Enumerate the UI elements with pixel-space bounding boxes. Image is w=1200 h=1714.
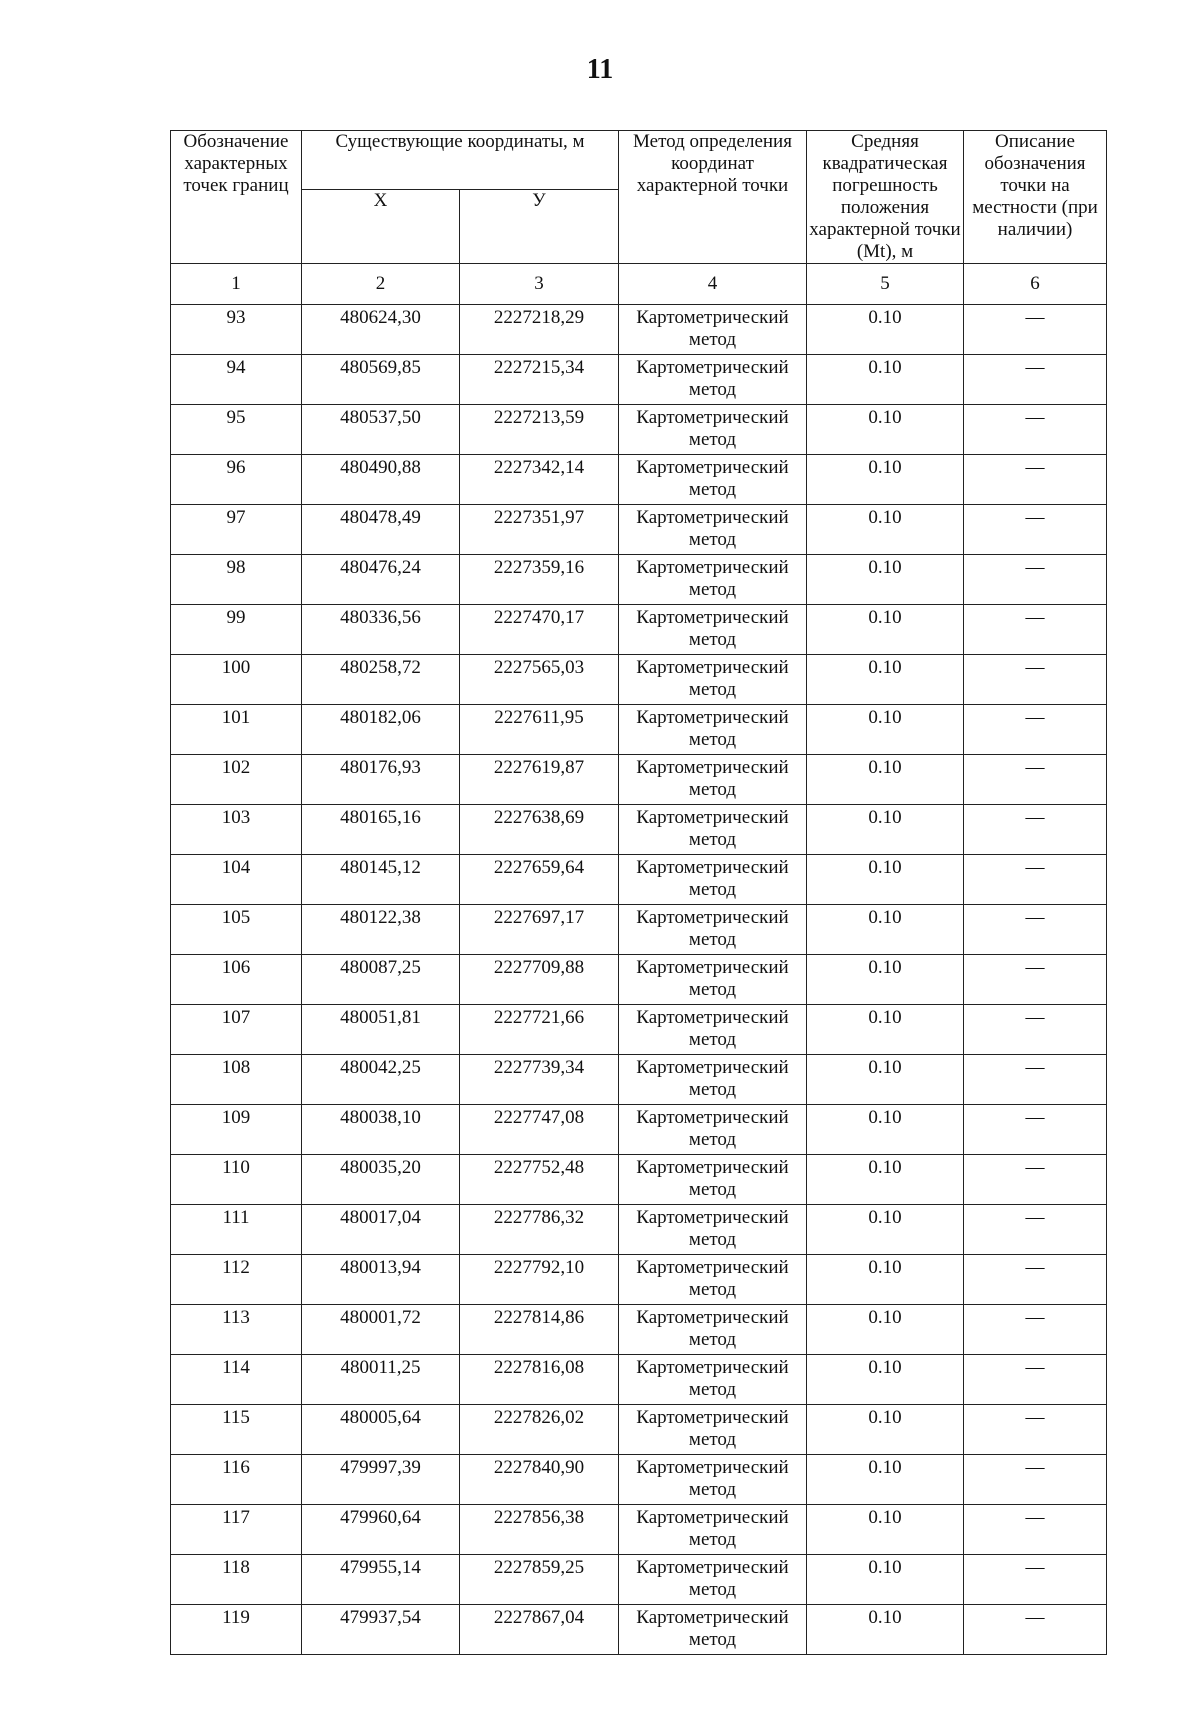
point-id-cell: 104 <box>171 855 302 905</box>
x-coordinate-cell: 480336,56 <box>302 605 460 655</box>
x-coordinate-cell: 480176,93 <box>302 755 460 805</box>
description-cell: — <box>964 705 1107 755</box>
boundary-points-table <box>170 130 1107 1655</box>
method-cell: Картометрический метод <box>619 1455 807 1505</box>
table-row <box>171 1055 1107 1105</box>
y-coordinate-cell: 2227611,95 <box>460 705 619 755</box>
description-cell: — <box>964 755 1107 805</box>
description-cell: — <box>964 1405 1107 1455</box>
error-cell: 0.10 <box>807 405 964 455</box>
error-cell: 0.10 <box>807 1055 964 1105</box>
x-coordinate-cell: 480087,25 <box>302 955 460 1005</box>
point-id-cell: 95 <box>171 405 302 455</box>
y-coordinate-cell: 2227470,17 <box>460 605 619 655</box>
table-row <box>171 705 1107 755</box>
table-row <box>171 1305 1107 1355</box>
table-row <box>171 955 1107 1005</box>
y-coordinate-cell: 2227856,38 <box>460 1505 619 1555</box>
x-coordinate-cell: 480569,85 <box>302 355 460 405</box>
error-cell: 0.10 <box>807 1255 964 1305</box>
x-coordinate-cell: 480624,30 <box>302 305 460 355</box>
method-cell: Картометрический метод <box>619 1105 807 1155</box>
y-coordinate-cell: 2227709,88 <box>460 955 619 1005</box>
point-id-cell: 106 <box>171 955 302 1005</box>
error-cell: 0.10 <box>807 1105 964 1155</box>
point-id-cell: 114 <box>171 1355 302 1405</box>
description-cell: — <box>964 1055 1107 1105</box>
x-coordinate-cell: 480035,20 <box>302 1155 460 1205</box>
method-cell: Картометрический метод <box>619 1505 807 1555</box>
x-coordinate-cell: 479997,39 <box>302 1455 460 1505</box>
table-row <box>171 555 1107 605</box>
y-coordinate-cell: 2227792,10 <box>460 1255 619 1305</box>
point-id-cell: 105 <box>171 905 302 955</box>
description-cell: — <box>964 1205 1107 1255</box>
y-coordinate-cell: 2227638,69 <box>460 805 619 855</box>
header-mean-square-error: Средняя квадратическая погрешность положения характерной точки (Mt), м <box>807 131 964 264</box>
point-id-cell: 119 <box>171 1605 302 1655</box>
description-cell: — <box>964 355 1107 405</box>
table-row <box>171 805 1107 855</box>
error-cell: 0.10 <box>807 755 964 805</box>
header-method: Метод определения координат характерной точки <box>619 131 807 264</box>
table-row <box>171 455 1107 505</box>
description-cell: — <box>964 855 1107 905</box>
point-id-cell: 108 <box>171 1055 302 1105</box>
point-id-cell: 97 <box>171 505 302 555</box>
x-coordinate-cell: 480165,16 <box>302 805 460 855</box>
y-coordinate-cell: 2227342,14 <box>460 455 619 505</box>
description-cell: — <box>964 1355 1107 1405</box>
method-cell: Картометрический метод <box>619 605 807 655</box>
x-coordinate-cell: 480478,49 <box>302 505 460 555</box>
header-existing-coordinates: Существующие координаты, м <box>302 131 619 190</box>
description-cell: — <box>964 805 1107 855</box>
error-cell: 0.10 <box>807 655 964 705</box>
point-id-cell: 117 <box>171 1505 302 1555</box>
x-coordinate-cell: 480490,88 <box>302 455 460 505</box>
y-coordinate-cell: 2227739,34 <box>460 1055 619 1105</box>
y-coordinate-cell: 2227786,32 <box>460 1205 619 1255</box>
error-cell: 0.10 <box>807 705 964 755</box>
table-row <box>171 1405 1107 1455</box>
y-coordinate-cell: 2227752,48 <box>460 1155 619 1205</box>
x-coordinate-cell: 480017,04 <box>302 1205 460 1255</box>
description-cell: — <box>964 305 1107 355</box>
description-cell: — <box>964 505 1107 555</box>
error-cell: 0.10 <box>807 905 964 955</box>
y-coordinate-cell: 2227215,34 <box>460 355 619 405</box>
point-id-cell: 116 <box>171 1455 302 1505</box>
y-coordinate-cell: 2227359,16 <box>460 555 619 605</box>
y-coordinate-cell: 2227697,17 <box>460 905 619 955</box>
header-y: У <box>460 190 619 264</box>
description-cell: — <box>964 405 1107 455</box>
table-row <box>171 305 1107 355</box>
error-cell: 0.10 <box>807 1205 964 1255</box>
column-number: 1 <box>171 264 302 305</box>
error-cell: 0.10 <box>807 1605 964 1655</box>
description-cell: — <box>964 1605 1107 1655</box>
point-id-cell: 94 <box>171 355 302 405</box>
method-cell: Картометрический метод <box>619 805 807 855</box>
method-cell: Картометрический метод <box>619 1155 807 1205</box>
description-cell: — <box>964 1505 1107 1555</box>
table-row <box>171 605 1107 655</box>
table-row <box>171 755 1107 805</box>
point-id-cell: 110 <box>171 1155 302 1205</box>
method-cell: Картометрический метод <box>619 955 807 1005</box>
error-cell: 0.10 <box>807 305 964 355</box>
table-row <box>171 1155 1107 1205</box>
table-body <box>171 305 1107 1655</box>
y-coordinate-cell: 2227351,97 <box>460 505 619 555</box>
method-cell: Картометрический метод <box>619 855 807 905</box>
description-cell: — <box>964 1305 1107 1355</box>
table-row <box>171 655 1107 705</box>
method-cell: Картометрический метод <box>619 1205 807 1255</box>
error-cell: 0.10 <box>807 1305 964 1355</box>
error-cell: 0.10 <box>807 1355 964 1405</box>
error-cell: 0.10 <box>807 1005 964 1055</box>
x-coordinate-cell: 480258,72 <box>302 655 460 705</box>
point-id-cell: 118 <box>171 1555 302 1605</box>
method-cell: Картометрический метод <box>619 1605 807 1655</box>
page-number: 11 <box>586 54 614 85</box>
error-cell: 0.10 <box>807 455 964 505</box>
table-row <box>171 1455 1107 1505</box>
description-cell: — <box>964 655 1107 705</box>
method-cell: Картометрический метод <box>619 705 807 755</box>
error-cell: 0.10 <box>807 1155 964 1205</box>
y-coordinate-cell: 2227721,66 <box>460 1005 619 1055</box>
table-row <box>171 855 1107 905</box>
method-cell: Картометрический метод <box>619 1355 807 1405</box>
error-cell: 0.10 <box>807 555 964 605</box>
error-cell: 0.10 <box>807 855 964 905</box>
method-cell: Картометрический метод <box>619 405 807 455</box>
method-cell: Картометрический метод <box>619 355 807 405</box>
y-coordinate-cell: 2227747,08 <box>460 1105 619 1155</box>
y-coordinate-cell: 2227619,87 <box>460 755 619 805</box>
header-x: Х <box>302 190 460 264</box>
table-row <box>171 1555 1107 1605</box>
description-cell: — <box>964 1005 1107 1055</box>
error-cell: 0.10 <box>807 955 964 1005</box>
y-coordinate-cell: 2227565,03 <box>460 655 619 705</box>
point-id-cell: 103 <box>171 805 302 855</box>
x-coordinate-cell: 479937,54 <box>302 1605 460 1655</box>
column-number-row <box>171 264 1107 305</box>
method-cell: Картометрический метод <box>619 455 807 505</box>
table-row <box>171 1105 1107 1155</box>
point-id-cell: 96 <box>171 455 302 505</box>
column-number: 2 <box>302 264 460 305</box>
description-cell: — <box>964 905 1107 955</box>
x-coordinate-cell: 480001,72 <box>302 1305 460 1355</box>
point-id-cell: 111 <box>171 1205 302 1255</box>
column-number: 3 <box>460 264 619 305</box>
method-cell: Картометрический метод <box>619 305 807 355</box>
table-row <box>171 405 1107 455</box>
description-cell: — <box>964 1255 1107 1305</box>
point-id-cell: 93 <box>171 305 302 355</box>
error-cell: 0.10 <box>807 1405 964 1455</box>
description-cell: — <box>964 1155 1107 1205</box>
table-header <box>171 131 1107 305</box>
error-cell: 0.10 <box>807 605 964 655</box>
x-coordinate-cell: 480051,81 <box>302 1005 460 1055</box>
description-cell: — <box>964 455 1107 505</box>
x-coordinate-cell: 480537,50 <box>302 405 460 455</box>
table-row <box>171 905 1107 955</box>
description-cell: — <box>964 1105 1107 1155</box>
error-cell: 0.10 <box>807 1555 964 1605</box>
table-row <box>171 1005 1107 1055</box>
table-row <box>171 355 1107 405</box>
point-id-cell: 107 <box>171 1005 302 1055</box>
description-cell: — <box>964 955 1107 1005</box>
method-cell: Картометрический метод <box>619 755 807 805</box>
error-cell: 0.10 <box>807 505 964 555</box>
error-cell: 0.10 <box>807 805 964 855</box>
x-coordinate-cell: 480011,25 <box>302 1355 460 1405</box>
y-coordinate-cell: 2227867,04 <box>460 1605 619 1655</box>
x-coordinate-cell: 480182,06 <box>302 705 460 755</box>
x-coordinate-cell: 479960,64 <box>302 1505 460 1555</box>
y-coordinate-cell: 2227218,29 <box>460 305 619 355</box>
x-coordinate-cell: 480145,12 <box>302 855 460 905</box>
column-number: 5 <box>807 264 964 305</box>
description-cell: — <box>964 555 1107 605</box>
y-coordinate-cell: 2227659,64 <box>460 855 619 905</box>
description-cell: — <box>964 1455 1107 1505</box>
error-cell: 0.10 <box>807 1505 964 1555</box>
table-row <box>171 1355 1107 1405</box>
error-cell: 0.10 <box>807 1455 964 1505</box>
method-cell: Картометрический метод <box>619 1305 807 1355</box>
header-point-designation: Обозначение характерных точек границ <box>171 131 302 264</box>
point-id-cell: 98 <box>171 555 302 605</box>
y-coordinate-cell: 2227816,08 <box>460 1355 619 1405</box>
method-cell: Картометрический метод <box>619 1255 807 1305</box>
x-coordinate-cell: 480476,24 <box>302 555 460 605</box>
y-coordinate-cell: 2227859,25 <box>460 1555 619 1605</box>
method-cell: Картометрический метод <box>619 555 807 605</box>
column-number: 6 <box>964 264 1107 305</box>
error-cell: 0.10 <box>807 355 964 405</box>
description-cell: — <box>964 605 1107 655</box>
table-row <box>171 505 1107 555</box>
method-cell: Картометрический метод <box>619 1555 807 1605</box>
table-row <box>171 1505 1107 1555</box>
method-cell: Картометрический метод <box>619 905 807 955</box>
point-id-cell: 115 <box>171 1405 302 1455</box>
x-coordinate-cell: 480005,64 <box>302 1405 460 1455</box>
point-id-cell: 99 <box>171 605 302 655</box>
x-coordinate-cell: 479955,14 <box>302 1555 460 1605</box>
point-id-cell: 113 <box>171 1305 302 1355</box>
y-coordinate-cell: 2227840,90 <box>460 1455 619 1505</box>
y-coordinate-cell: 2227826,02 <box>460 1405 619 1455</box>
point-id-cell: 109 <box>171 1105 302 1155</box>
method-cell: Картометрический метод <box>619 505 807 555</box>
method-cell: Картометрический метод <box>619 1005 807 1055</box>
x-coordinate-cell: 480038,10 <box>302 1105 460 1155</box>
table-row <box>171 1205 1107 1255</box>
method-cell: Картометрический метод <box>619 1405 807 1455</box>
point-id-cell: 102 <box>171 755 302 805</box>
description-cell: — <box>964 1555 1107 1605</box>
point-id-cell: 112 <box>171 1255 302 1305</box>
method-cell: Картометрический метод <box>619 1055 807 1105</box>
x-coordinate-cell: 480042,25 <box>302 1055 460 1105</box>
point-id-cell: 101 <box>171 705 302 755</box>
x-coordinate-cell: 480122,38 <box>302 905 460 955</box>
table-row <box>171 1255 1107 1305</box>
column-number: 4 <box>619 264 807 305</box>
y-coordinate-cell: 2227213,59 <box>460 405 619 455</box>
header-description: Описание обозначения точки на местности (при наличии) <box>964 131 1107 264</box>
method-cell: Картометрический метод <box>619 655 807 705</box>
y-coordinate-cell: 2227814,86 <box>460 1305 619 1355</box>
x-coordinate-cell: 480013,94 <box>302 1255 460 1305</box>
point-id-cell: 100 <box>171 655 302 705</box>
table-row <box>171 1605 1107 1655</box>
